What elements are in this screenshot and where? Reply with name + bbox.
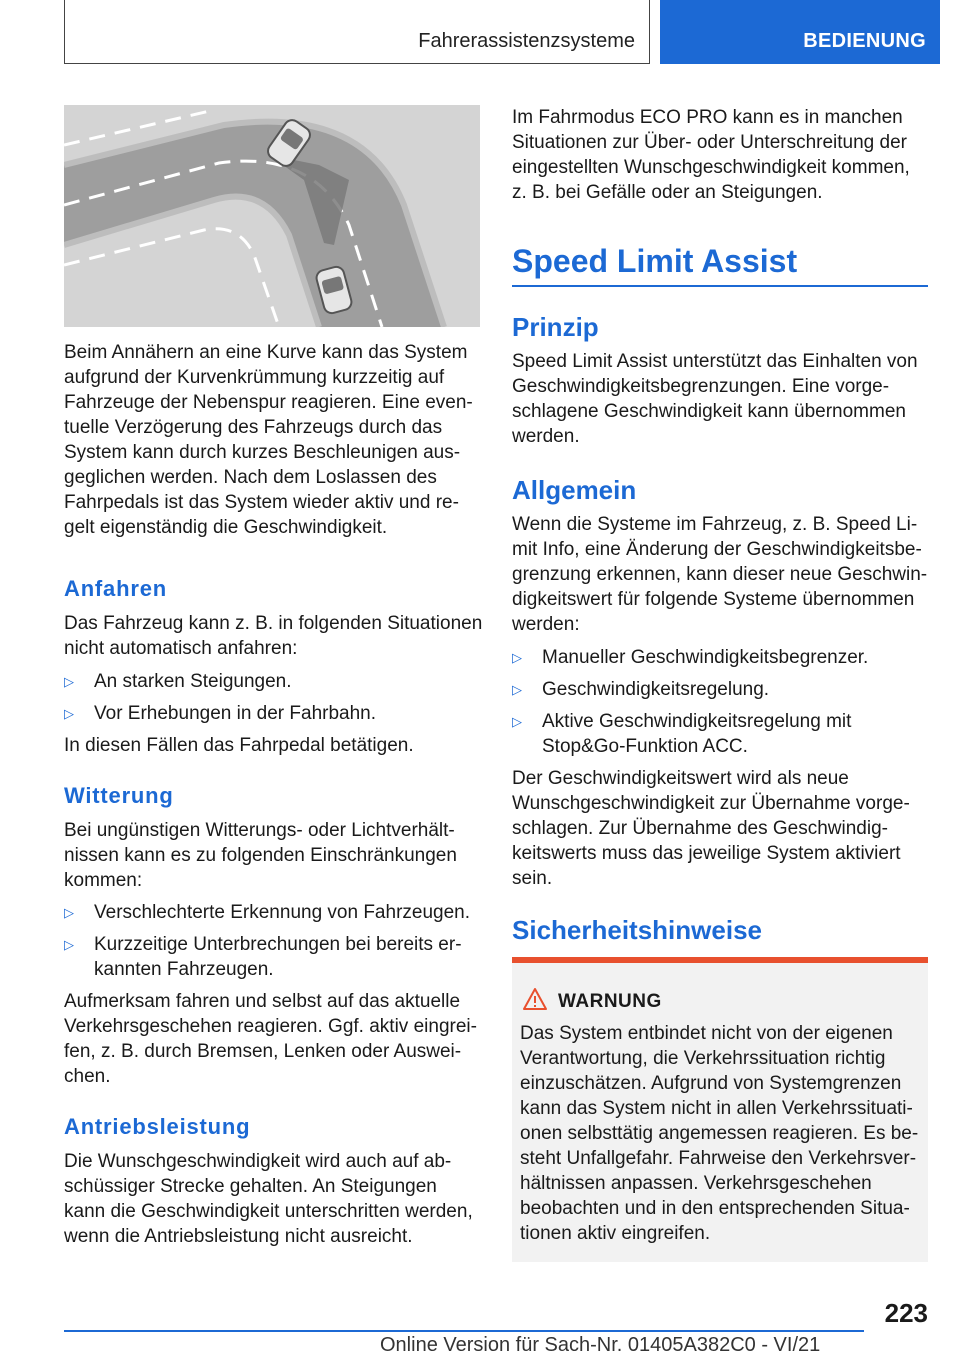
antrieb-line: kann die Geschwindigkeit unterschritten werden, [64, 1201, 473, 1222]
prinzip-line: schlagene Geschwindigkeit kann übernommen [512, 401, 906, 422]
heading-witterung: Witterung [64, 783, 174, 808]
triangle-bullet-icon: ▷ [64, 937, 74, 952]
heading-rule [512, 285, 928, 287]
triangle-bullet-icon: ▷ [64, 674, 74, 689]
list-item [64, 900, 484, 925]
witterung-after-line: fen, z. B. durch Bremsen, Lenken oder Auswei- [64, 1041, 462, 1062]
antrieb-paragraph [64, 1149, 484, 1249]
list-item-text: Verschlechterte Erkennung von Fahrzeugen. [94, 902, 471, 923]
triangle-bullet-icon: ▷ [64, 706, 74, 721]
warning-line: kann das System nicht in allen Verkehrssituati- [520, 1098, 913, 1119]
curve-illustration [64, 105, 480, 327]
witterung-paragraph [64, 818, 480, 893]
warning-box [512, 957, 928, 1262]
allgemein-line: werden: [512, 614, 580, 635]
list-item-line: Aktive Geschwindigkeitsregelung mit [542, 711, 852, 732]
warning-title: WARNUNG [558, 991, 662, 1012]
triangle-bullet-icon: ▷ [64, 905, 74, 920]
list-item-text [542, 709, 851, 759]
header-chapter-title: BEDIENUNG [803, 30, 926, 52]
anfahren-line: Das Fahrzeug kann z. B. in folgenden Situationen [64, 613, 483, 634]
warning-line: tionen aktiv eingreifen. [520, 1223, 711, 1244]
header-section-box [64, 0, 650, 64]
allgemein-line: Wenn die Systeme im Fahrzeug, z. B. Speed Li- [512, 514, 918, 535]
allgemein-after-line: Wunschgeschwindigkeit zur Übernahme vorge- [512, 793, 910, 814]
antrieb-line: wenn die Antriebsleistung nicht ausreicht. [64, 1226, 413, 1247]
intro-line: Fahrpedals ist das System wieder aktiv und re- [64, 492, 459, 513]
eco-paragraph [512, 105, 932, 205]
heading-speed-limit-assist: Speed Limit Assist [512, 243, 798, 279]
witterung-after-line: chen. [64, 1066, 111, 1087]
eco-line: Im Fahrmodus ECO PRO kann es in manchen [512, 107, 903, 128]
page-number: 223 [884, 1298, 928, 1328]
heading-sicherheitshinweise: Sicherheitshinweise [512, 915, 762, 945]
triangle-bullet-icon: ▷ [512, 682, 522, 697]
antrieb-line: Die Wunschgeschwindigkeit wird auch auf ab- [64, 1151, 452, 1172]
header-chapter-box [660, 0, 940, 64]
allgemein-line: mit Info, eine Änderung der Geschwindigkeitsbe- [512, 539, 922, 560]
list-item-text: Geschwindigkeitsregelung. [542, 679, 770, 700]
allgemein-after-line: Der Geschwindigkeitswert wird als neue [512, 768, 849, 789]
antrieb-line: schüssiger Strecke gehalten. An Steigungen [64, 1176, 437, 1197]
eco-line: Situationen zur Über- oder Unterschreitung der [512, 132, 907, 153]
warning-line: Das System entbindet nicht von der eigenen [520, 1023, 893, 1044]
list-item-line: Kurzzeitige Unterbrechungen bei bereits er- [94, 934, 462, 955]
eco-line: z. B. bei Gefälle oder an Steigungen. [512, 182, 823, 203]
prinzip-line: Speed Limit Assist unterstützt das Einhalten von [512, 351, 918, 372]
warning-line: Verantwortung, die Verkehrssituation richtig [520, 1048, 886, 1069]
intro-line: geglichen werden. Nach dem Loslassen des [64, 467, 437, 488]
intro-line: Fahrzeuge der Nebenspur reagieren. Eine even- [64, 392, 473, 413]
intro-line: tuelle Verzögerung des Fahrzeugs durch das [64, 417, 443, 438]
witterung-line: nissen kann es zu folgenden Einschränkungen [64, 845, 457, 866]
allgemein-after-line: keitswerts muss das jeweilige System aktiviert [512, 843, 901, 864]
list-item [64, 701, 480, 726]
list-item [512, 677, 928, 702]
curve-road-svg [64, 105, 480, 327]
intro-line: gelt eigenständig die Geschwindigkeit. [64, 517, 388, 538]
list-item [512, 709, 928, 759]
list-item [64, 932, 480, 982]
witterung-line: kommen: [64, 870, 143, 891]
list-item-line: Stop&Go-Funktion ACC. [542, 736, 748, 757]
footer-rule [64, 1330, 864, 1332]
warning-text [520, 1021, 922, 1246]
anfahren-after: In diesen Fällen das Fahrpedal betätigen. [64, 735, 414, 756]
allgemein-line: grenzung erkennen, kann dieser neue Geschwin- [512, 564, 928, 585]
prinzip-line: Geschwindigkeitsbegrenzungen. Eine vorge- [512, 376, 890, 397]
heading-prinzip: Prinzip [512, 312, 599, 342]
intro-line: aufgrund der Kurvenkrümmung kurzzeitig auf [64, 367, 445, 388]
warning-line: einzuschätzen. Aufgrund von Systemgrenzen [520, 1073, 902, 1094]
triangle-bullet-icon: ▷ [512, 650, 522, 665]
eco-line: eingestellten Wunschgeschwindigkeit kommen, [512, 157, 910, 178]
anfahren-line: nicht automatisch anfahren: [64, 638, 298, 659]
witterung-after [64, 989, 480, 1089]
witterung-after-line: Aufmerksam fahren und selbst auf das aktuelle [64, 991, 461, 1012]
warning-line: onen selbsttätig angemessen reagieren. Es be- [520, 1123, 919, 1144]
list-item-text: Manueller Geschwindigkeitsbegrenzer. [542, 647, 869, 668]
warning-line: beobachten und in den entsprechenden Situa- [520, 1198, 910, 1219]
heading-anfahren: Anfahren [64, 576, 167, 601]
intro-paragraph [64, 340, 480, 540]
anfahren-paragraph [64, 611, 484, 661]
footer-text: Online Version für Sach-Nr. 01405A382C0 - VI/21 [380, 1334, 821, 1356]
list-item [512, 645, 928, 670]
allgemein-after [512, 766, 932, 891]
warning-line: steht Unfallgefahr. Fahrweise den Verkehrsver- [520, 1148, 917, 1169]
warning-triangle-icon [522, 987, 548, 1011]
prinzip-line: werden. [512, 426, 580, 447]
allgemein-after-line: sein. [512, 868, 553, 889]
list-item-text: An starken Steigungen. [94, 671, 292, 692]
allgemein-line: digkeitswert für folgende Systeme übernommen [512, 589, 915, 610]
heading-allgemein: Allgemein [512, 475, 637, 505]
list-item-text: Vor Erhebungen in der Fahrbahn. [94, 703, 377, 724]
intro-line: Beim Annähern an eine Kurve kann das System [64, 342, 468, 363]
triangle-bullet-icon: ▷ [512, 714, 522, 729]
list-item [64, 669, 480, 694]
warning-line: hältnissen anpassen. Verkehrsgeschehen [520, 1173, 872, 1194]
prinzip-paragraph [512, 349, 932, 449]
heading-antriebsleistung: Antriebsleistung [64, 1114, 251, 1139]
list-item-line: kannten Fahrzeugen. [94, 959, 274, 980]
list-item-text [94, 932, 462, 982]
allgemein-paragraph [512, 512, 932, 637]
allgemein-after-line: schlagen. Zur Übernahme des Geschwindig- [512, 818, 888, 839]
witterung-line: Bei ungünstigen Witterungs- oder Lichtverhält- [64, 820, 455, 841]
header-section-title: Fahrerassistenzsysteme [418, 30, 635, 52]
intro-line: System kann durch kurzes Beschleunigen aus- [64, 442, 461, 463]
witterung-after-line: Verkehrsgeschehen reagieren. Ggf. aktiv eingrei- [64, 1016, 477, 1037]
